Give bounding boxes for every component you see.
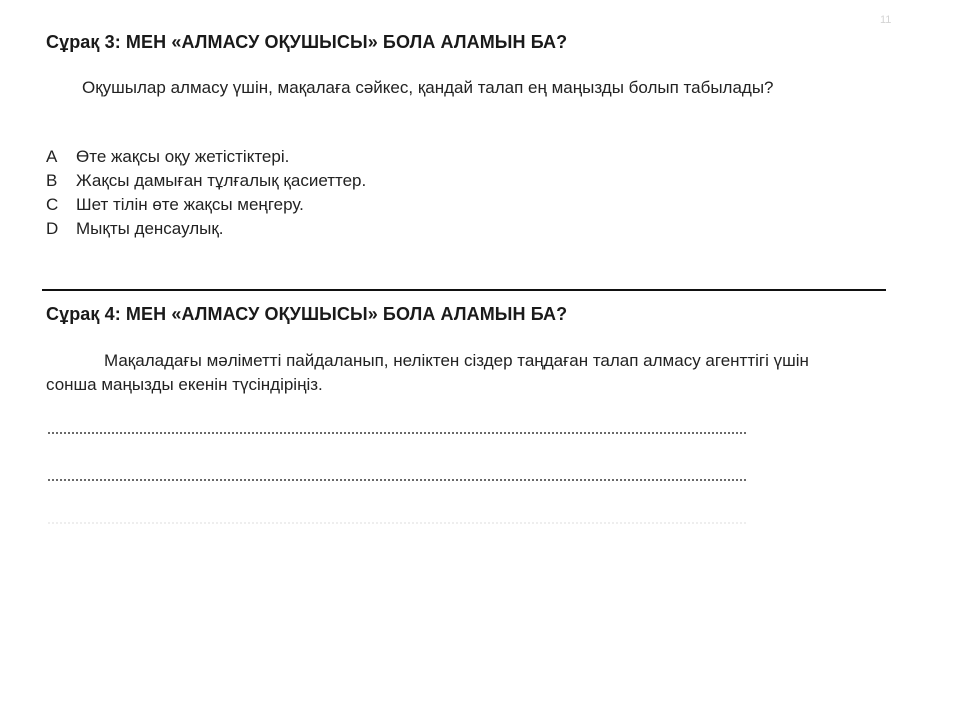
option-c[interactable] (46, 193, 366, 217)
option-b[interactable] (46, 169, 366, 193)
answer-line-2[interactable] (48, 479, 746, 481)
option-letter: B (46, 171, 58, 190)
question-3-title: Сұрақ 3: МЕН «АЛМАСУ ОҚУШЫСЫ» БОЛА АЛАМЫН БА? (46, 32, 568, 52)
option-text: Жақсы дамыған тұлғалық қасиеттер. (76, 171, 367, 190)
question-3-text (46, 76, 924, 100)
option-text: Мықты денсаулық. (76, 219, 224, 238)
answer-options (46, 145, 366, 241)
option-letter: C (46, 195, 59, 214)
question-3-text-content: Оқушылар алмасу үшін, мақалаға сәйкес, қандай талап ең маңызды болып табылады? (82, 78, 774, 97)
question-4-text-content: Мақаладағы мәліметті пайдаланып, неліктен сіздер таңдаған талап алмасу агенттігі үшін сонша маңызды екенін түсіндіріңіз. (46, 351, 809, 394)
option-letter: D (46, 219, 59, 238)
answer-line-1[interactable] (48, 432, 746, 434)
option-text: Шет тілін өте жақсы меңгеру. (76, 195, 304, 214)
question-4-title: Сұрақ 4: МЕН «АЛМАСУ ОҚУШЫСЫ» БОЛА АЛАМЫН БА? (46, 304, 568, 324)
question-4-text (46, 349, 846, 397)
page-number: 11 (880, 14, 892, 26)
section-divider (42, 289, 886, 291)
option-letter: A (46, 147, 58, 166)
option-text: Өте жақсы оқу жетістіктері. (76, 147, 290, 166)
option-d[interactable] (46, 217, 366, 241)
answer-line-3[interactable] (48, 522, 746, 524)
option-a[interactable] (46, 145, 366, 169)
